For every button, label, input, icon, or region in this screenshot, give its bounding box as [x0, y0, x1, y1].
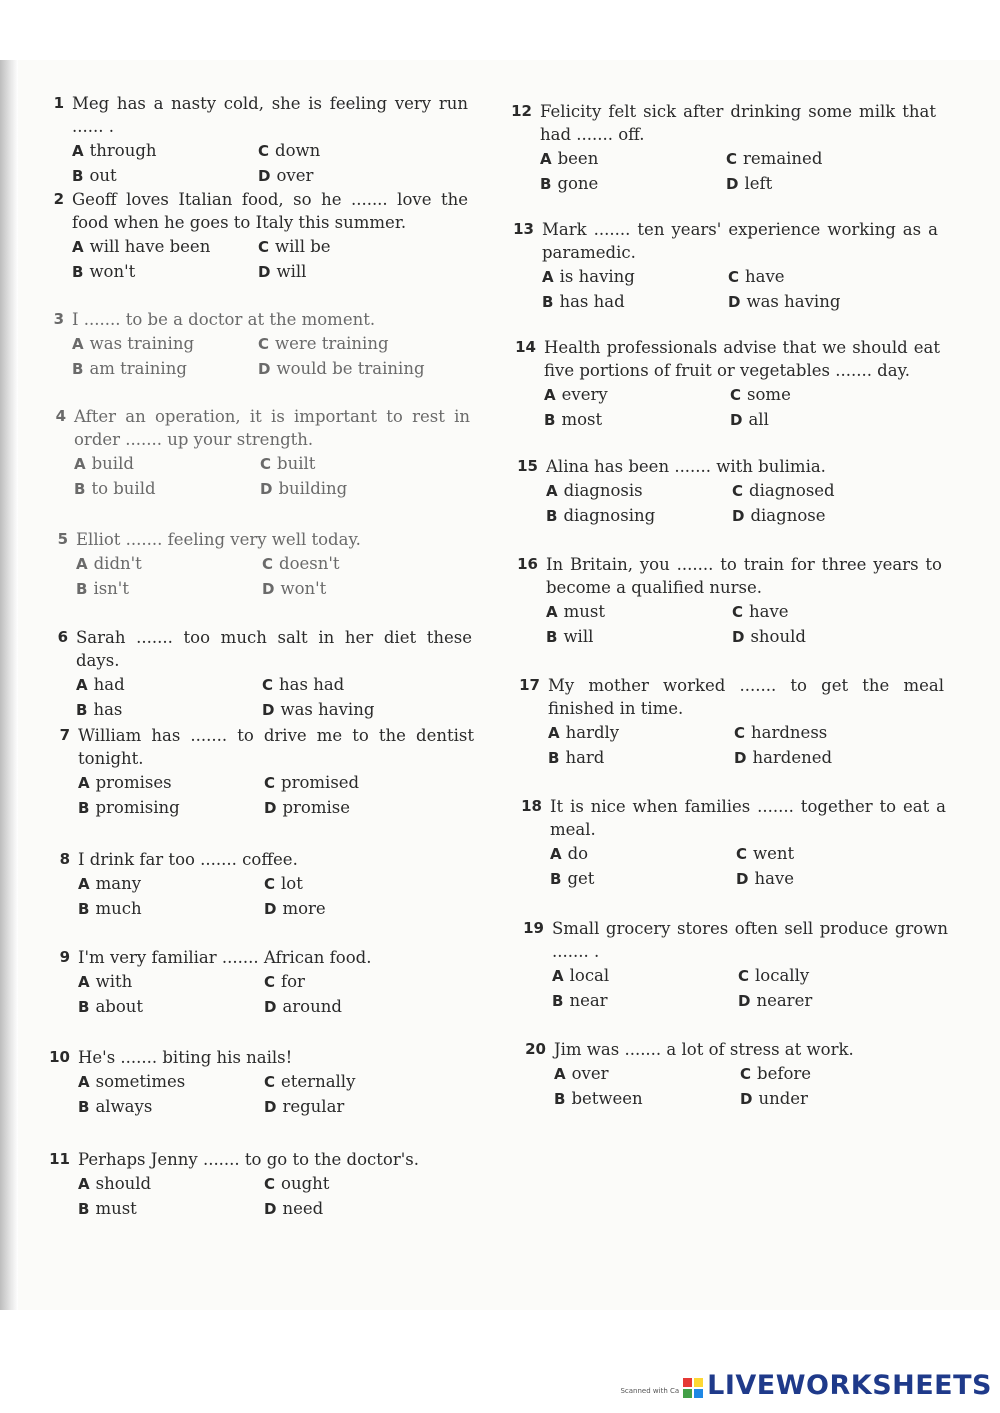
option-d[interactable]: D diagnose [732, 505, 826, 525]
liveworksheets-logo-icon [683, 1378, 703, 1398]
option-b[interactable]: B gone [540, 173, 599, 193]
option-b[interactable]: B must [78, 1198, 137, 1218]
question-number: 12 [511, 102, 532, 120]
option-a[interactable]: A is having [542, 267, 635, 286]
option-b[interactable]: B always [78, 1096, 153, 1116]
option-d[interactable]: D nearer [738, 990, 813, 1010]
option-d[interactable]: D was having [262, 699, 375, 719]
question-text: Felicity felt sick after drinking some milk that had ....... off. [540, 102, 936, 144]
question-2 [38, 188, 468, 284]
option-c[interactable]: C went [736, 844, 795, 863]
option-a[interactable]: A promises [78, 773, 172, 792]
question-10 [44, 1046, 474, 1119]
option-b[interactable]: B near [552, 990, 608, 1010]
option-c[interactable]: C will be [258, 237, 331, 256]
option-d[interactable]: D won't [262, 578, 327, 598]
question-6 [42, 626, 472, 722]
option-d[interactable]: D building [260, 478, 348, 498]
question-16 [512, 553, 942, 649]
question-number: 17 [519, 676, 540, 694]
option-b[interactable]: B promising [78, 797, 180, 817]
option-a[interactable]: A build [74, 454, 134, 473]
option-b[interactable]: B get [550, 868, 595, 888]
option-a[interactable]: A been [540, 149, 599, 168]
question-text: I ....... to be a doctor at the moment. [72, 310, 376, 329]
option-a[interactable]: A should [78, 1174, 152, 1193]
question-number: 14 [515, 338, 536, 356]
option-a[interactable]: A over [554, 1064, 609, 1083]
question-text: Jim was ....... a lot of stress at work. [554, 1040, 854, 1059]
option-d[interactable]: D more [264, 898, 326, 918]
question-text: He's ....... biting his nails! [78, 1048, 293, 1067]
option-d[interactable]: D under [740, 1088, 808, 1108]
option-c[interactable]: C have [732, 602, 789, 621]
question-number: 20 [525, 1040, 546, 1058]
option-c[interactable]: C were training [258, 334, 389, 353]
option-c[interactable]: C before [740, 1064, 812, 1083]
option-d[interactable]: D need [264, 1198, 324, 1218]
option-d[interactable]: D was having [728, 291, 841, 311]
option-d[interactable]: D regular [264, 1096, 345, 1116]
option-a[interactable]: A hardly [548, 723, 620, 742]
question-text: Small grocery stores often sell produce grown ....... . [552, 919, 948, 961]
option-d[interactable]: D will [258, 261, 307, 281]
option-d[interactable]: D should [732, 626, 806, 646]
question-number: 2 [53, 190, 64, 208]
question-text: Alina has been ....... with bulimia. [546, 457, 826, 476]
option-a[interactable]: A had [76, 675, 125, 694]
question-17 [514, 674, 944, 770]
question-number: 15 [517, 457, 538, 475]
option-c[interactable]: C eternally [264, 1072, 356, 1091]
question-20 [520, 1038, 950, 1111]
question-text: Geoff loves Italian food, so he ....... love the food when he goes to Italy this summer. [72, 190, 468, 232]
option-c[interactable]: C hardness [734, 723, 828, 742]
option-c[interactable]: C doesn't [262, 554, 340, 573]
option-c[interactable]: C has had [262, 675, 345, 694]
question-text: Health professionals advise that we should eat five portions of fruit or vegetables ....... day. [544, 338, 940, 380]
option-b[interactable]: B much [78, 898, 142, 918]
option-b[interactable]: B most [544, 409, 603, 429]
option-b[interactable]: B about [78, 996, 144, 1016]
option-a[interactable]: A with [78, 972, 133, 991]
question-9 [44, 946, 474, 1019]
question-number: 3 [53, 310, 64, 328]
question-text: I drink far too ....... coffee. [78, 850, 298, 869]
option-d[interactable]: D have [736, 868, 795, 888]
question-19 [518, 917, 948, 1013]
page-binding-edge [0, 60, 18, 1310]
question-5 [42, 528, 472, 601]
option-c[interactable]: C diagnosed [732, 481, 835, 500]
question-text: After an operation, it is important to rest in order ....... up your strength. [74, 407, 470, 449]
question-text: Perhaps Jenny ....... to go to the doctor's. [78, 1150, 419, 1169]
option-a[interactable]: A every [544, 385, 608, 404]
option-c[interactable]: C promised [264, 773, 360, 792]
option-c[interactable]: C have [728, 267, 785, 286]
question-3 [38, 308, 468, 381]
question-14 [510, 336, 940, 432]
option-b[interactable]: B hard [548, 747, 605, 767]
question-number: 8 [59, 850, 70, 868]
option-c[interactable]: C for [264, 972, 305, 991]
option-d[interactable]: D around [264, 996, 342, 1016]
question-12 [506, 100, 936, 196]
option-b[interactable]: B to build [74, 478, 156, 498]
question-number: 13 [513, 220, 534, 238]
liveworksheets-brand[interactable]: LIVEWORKSHEETS [707, 1370, 992, 1401]
option-a[interactable]: A do [550, 844, 589, 863]
option-a[interactable]: A was training [72, 334, 195, 353]
question-text: I'm very familiar ....... African food. [78, 948, 372, 967]
scanned-with-note: Scanned with Ca [620, 1387, 680, 1395]
question-7 [44, 724, 474, 820]
question-number: 6 [57, 628, 68, 646]
option-a[interactable]: A will have been [72, 237, 211, 256]
option-a[interactable]: A must [546, 602, 605, 621]
question-text: Mark ....... ten years' experience working as a paramedic. [542, 220, 938, 262]
question-number: 1 [53, 94, 64, 112]
option-a[interactable]: A sometimes [78, 1072, 186, 1091]
question-text: In Britain, you ....... to train for three years to become a qualified nurse. [546, 555, 942, 597]
option-b[interactable]: B out [72, 165, 117, 185]
option-a[interactable]: A didn't [76, 554, 142, 573]
option-c[interactable]: C remained [726, 149, 823, 168]
option-c[interactable]: C lot [264, 874, 303, 893]
option-c[interactable]: C some [730, 385, 791, 404]
question-number: 11 [49, 1150, 70, 1168]
question-number: 4 [55, 407, 66, 425]
question-number: 10 [49, 1048, 70, 1066]
question-text: William has ....... to drive me to the dentist tonight. [78, 726, 474, 768]
question-number: 7 [59, 726, 70, 744]
question-8 [44, 848, 474, 921]
option-d[interactable]: D hardened [734, 747, 833, 767]
option-b[interactable]: B won't [72, 261, 136, 281]
option-b[interactable]: B will [546, 626, 594, 646]
question-18 [516, 795, 946, 891]
option-b[interactable]: B has [76, 699, 123, 719]
question-11 [44, 1148, 474, 1221]
option-d[interactable]: D would be training [258, 358, 425, 378]
question-text: Sarah ....... too much salt in her diet these days. [76, 628, 472, 670]
question-number: 19 [523, 919, 544, 937]
option-a[interactable]: A local [552, 966, 610, 985]
option-b[interactable]: B between [554, 1088, 643, 1108]
question-number: 18 [521, 797, 542, 815]
option-d[interactable]: D over [258, 165, 314, 185]
question-number: 16 [517, 555, 538, 573]
question-4 [40, 405, 470, 501]
question-15 [512, 455, 942, 528]
option-a[interactable]: A through [72, 141, 157, 160]
option-b[interactable]: B am training [72, 358, 187, 378]
option-a[interactable]: A diagnosis [546, 481, 643, 500]
option-d[interactable]: D promise [264, 797, 350, 817]
option-d[interactable]: D all [730, 409, 769, 429]
question-1 [38, 92, 468, 188]
option-a[interactable]: A many [78, 874, 142, 893]
option-c[interactable]: C ought [264, 1174, 330, 1193]
question-text: Elliot ....... feeling very well today. [76, 530, 361, 549]
footer-watermark [620, 1370, 992, 1401]
question-text: My mother worked ....... to get the meal finished in time. [548, 676, 944, 718]
option-b[interactable]: B isn't [76, 578, 129, 598]
option-b[interactable]: B diagnosing [546, 505, 656, 525]
question-text: It is nice when families ....... together to eat a meal. [550, 797, 946, 839]
option-c[interactable]: C built [260, 454, 316, 473]
option-d[interactable]: D left [726, 173, 773, 193]
option-c[interactable]: C down [258, 141, 321, 160]
question-number: 5 [57, 530, 68, 548]
option-b[interactable]: B has had [542, 291, 625, 311]
question-13 [508, 218, 938, 314]
question-number: 9 [59, 948, 70, 966]
option-c[interactable]: C locally [738, 966, 810, 985]
question-text: Meg has a nasty cold, she is feeling very run ...... . [72, 94, 468, 136]
